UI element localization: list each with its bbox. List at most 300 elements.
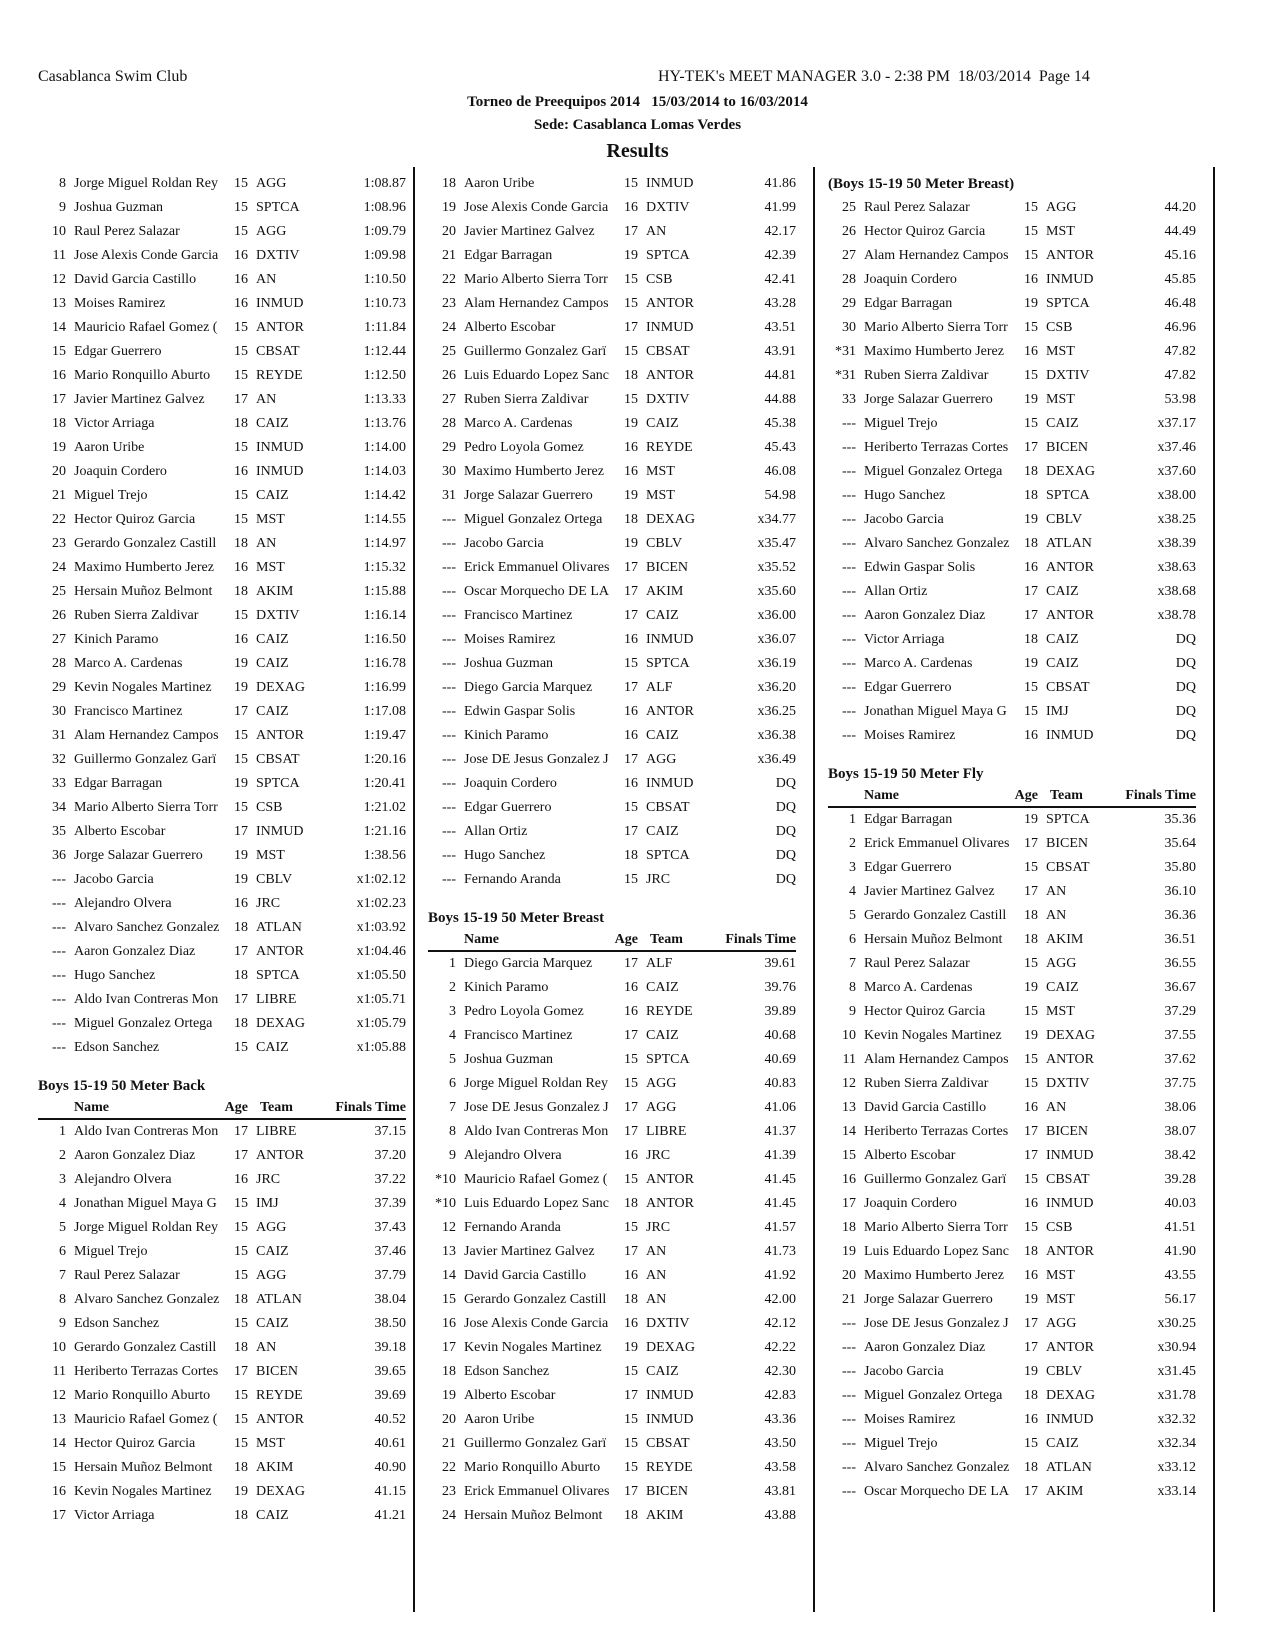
results-column-2 bbox=[428, 172, 796, 1528]
swimmer-name: Javier Martinez Galvez bbox=[464, 1244, 595, 1259]
age: 16 bbox=[624, 632, 638, 647]
age: 15 bbox=[234, 1196, 248, 1211]
result-row bbox=[38, 1192, 406, 1216]
column-header-name: Name bbox=[74, 1100, 109, 1115]
swimmer-name: Allan Ortiz bbox=[464, 824, 528, 839]
team: SPTCA bbox=[646, 848, 690, 863]
team: AN bbox=[1046, 1100, 1067, 1115]
team: CAIZ bbox=[256, 1508, 289, 1523]
column-header-row bbox=[828, 786, 1196, 808]
swimmer-name: Jonathan Miguel Maya G bbox=[74, 1196, 217, 1211]
finals-time: 37.39 bbox=[374, 1196, 406, 1211]
finals-time: 1:11.84 bbox=[364, 320, 406, 335]
finals-time: 36.36 bbox=[1164, 908, 1196, 923]
finals-time: x36.19 bbox=[757, 656, 796, 671]
swimmer-name: Erick Emmanuel Olivares bbox=[464, 560, 610, 575]
team: JRC bbox=[646, 872, 671, 887]
age: 16 bbox=[1024, 1196, 1038, 1211]
finals-time: 35.80 bbox=[1164, 860, 1196, 875]
team: CAIZ bbox=[1046, 1436, 1079, 1451]
result-row bbox=[38, 244, 406, 268]
swimmer-name: Mario Ronquillo Aburto bbox=[74, 368, 211, 383]
age: 19 bbox=[624, 536, 638, 551]
swimmer-name: Joaquin Cordero bbox=[864, 272, 957, 287]
finals-time: 43.50 bbox=[764, 1436, 796, 1451]
age: 18 bbox=[624, 512, 638, 527]
swimmer-name: Kinich Paramo bbox=[464, 980, 549, 995]
finals-time: x38.39 bbox=[1157, 536, 1196, 551]
age: 15 bbox=[1024, 956, 1038, 971]
team: AN bbox=[256, 272, 277, 287]
finals-time: 43.28 bbox=[764, 296, 796, 311]
finals-time: 38.07 bbox=[1164, 1124, 1196, 1139]
finals-time: 47.82 bbox=[1164, 368, 1196, 383]
team: ATLAN bbox=[256, 1292, 302, 1307]
team: DXTIV bbox=[646, 200, 690, 215]
swimmer-name: Jorge Salazar Guerrero bbox=[864, 1292, 993, 1307]
finals-time: 40.90 bbox=[374, 1460, 406, 1475]
age: 15 bbox=[234, 1436, 248, 1451]
result-row bbox=[828, 952, 1196, 976]
age: 15 bbox=[624, 344, 638, 359]
finals-time: 46.96 bbox=[1164, 320, 1196, 335]
swimmer-name: Edgar Barragan bbox=[864, 812, 953, 827]
team: INMUD bbox=[256, 296, 304, 311]
team: LIBRE bbox=[256, 992, 297, 1007]
team: INMUD bbox=[646, 776, 694, 791]
result-row bbox=[828, 268, 1196, 292]
result-row bbox=[828, 1408, 1196, 1432]
place: --- bbox=[442, 584, 456, 599]
team: ANTOR bbox=[256, 320, 304, 335]
age: 16 bbox=[1024, 728, 1038, 743]
place: 10 bbox=[842, 1028, 856, 1043]
result-row bbox=[428, 1456, 796, 1480]
finals-time: DQ bbox=[1175, 704, 1196, 719]
place: 4 bbox=[59, 1196, 66, 1211]
place: --- bbox=[842, 560, 856, 575]
place: 19 bbox=[52, 440, 66, 455]
age: 15 bbox=[624, 272, 638, 287]
age: 18 bbox=[234, 536, 248, 551]
age: 16 bbox=[624, 464, 638, 479]
place: 35 bbox=[52, 824, 66, 839]
place: 16 bbox=[842, 1172, 856, 1187]
age: 15 bbox=[234, 1412, 248, 1427]
place: 20 bbox=[442, 1412, 456, 1427]
age: 16 bbox=[234, 248, 248, 263]
result-row bbox=[828, 244, 1196, 268]
finals-time: 41.37 bbox=[764, 1124, 796, 1139]
swimmer-name: Moises Ramirez bbox=[464, 632, 556, 647]
swimmer-name: Francisco Martinez bbox=[74, 704, 183, 719]
results-column-3 bbox=[828, 172, 1196, 1504]
result-row bbox=[38, 1480, 406, 1504]
age: 19 bbox=[624, 488, 638, 503]
place: --- bbox=[442, 680, 456, 695]
team: BICEN bbox=[646, 1484, 688, 1499]
team: SPTCA bbox=[1046, 296, 1090, 311]
result-row bbox=[428, 1336, 796, 1360]
result-row bbox=[428, 292, 796, 316]
age: 19 bbox=[234, 1484, 248, 1499]
age: 15 bbox=[624, 1436, 638, 1451]
place: 9 bbox=[59, 200, 66, 215]
swimmer-name: Miguel Trejo bbox=[74, 1244, 148, 1259]
place: 30 bbox=[52, 704, 66, 719]
result-row bbox=[38, 1456, 406, 1480]
swimmer-name: Oscar Morquecho DE LA bbox=[864, 1484, 1010, 1499]
swimmer-name: Joaquin Cordero bbox=[464, 776, 557, 791]
team: AKIM bbox=[646, 1508, 684, 1523]
age: 19 bbox=[624, 416, 638, 431]
team: AGG bbox=[646, 752, 677, 767]
swimmer-name: Alejandro Olvera bbox=[74, 1172, 172, 1187]
swimmer-name: Hugo Sanchez bbox=[74, 968, 156, 983]
result-row bbox=[38, 940, 406, 964]
swimmer-name: Alejandro Olvera bbox=[464, 1148, 562, 1163]
result-row bbox=[428, 316, 796, 340]
place: 26 bbox=[442, 368, 456, 383]
result-row bbox=[428, 676, 796, 700]
result-row bbox=[428, 1432, 796, 1456]
finals-time: 37.46 bbox=[374, 1244, 406, 1259]
swimmer-name: Hugo Sanchez bbox=[464, 848, 546, 863]
place: 30 bbox=[442, 464, 456, 479]
result-row bbox=[38, 316, 406, 340]
swimmer-name: Kevin Nogales Martinez bbox=[464, 1340, 602, 1355]
finals-time: 44.81 bbox=[764, 368, 796, 383]
place: --- bbox=[842, 728, 856, 743]
finals-time: 39.89 bbox=[764, 1004, 796, 1019]
age: 17 bbox=[1024, 584, 1038, 599]
result-row bbox=[428, 1024, 796, 1048]
swimmer-name: Miguel Trejo bbox=[864, 416, 938, 431]
finals-time: x1:05.88 bbox=[356, 1040, 406, 1055]
result-row bbox=[828, 808, 1196, 832]
age: 15 bbox=[234, 1244, 248, 1259]
swimmer-name: Jose DE Jesus Gonzalez J bbox=[464, 1100, 609, 1115]
swimmer-name: Jacobo Garcia bbox=[74, 872, 154, 887]
age: 19 bbox=[234, 656, 248, 671]
event-title: Boys 15-19 50 Meter Breast bbox=[428, 910, 605, 926]
team: MST bbox=[1046, 1292, 1075, 1307]
place: --- bbox=[52, 896, 66, 911]
finals-time: 38.04 bbox=[374, 1292, 406, 1307]
result-row bbox=[428, 220, 796, 244]
place: 23 bbox=[442, 1484, 456, 1499]
place: --- bbox=[842, 488, 856, 503]
event-title: (Boys 15-19 50 Meter Breast) bbox=[828, 176, 1015, 192]
age: 15 bbox=[1024, 368, 1038, 383]
place: 13 bbox=[52, 296, 66, 311]
age: 17 bbox=[624, 1484, 638, 1499]
age: 15 bbox=[624, 872, 638, 887]
result-row bbox=[428, 1168, 796, 1192]
place: --- bbox=[52, 1040, 66, 1055]
team: INMUD bbox=[646, 632, 694, 647]
finals-time: 1:38.56 bbox=[363, 848, 406, 863]
age: 18 bbox=[234, 920, 248, 935]
finals-time: x34.77 bbox=[757, 512, 796, 527]
swimmer-name: Hersain Muñoz Belmont bbox=[864, 932, 1003, 947]
team: MST bbox=[646, 464, 675, 479]
finals-time: x30.25 bbox=[1157, 1316, 1196, 1331]
finals-time: 42.12 bbox=[764, 1316, 796, 1331]
finals-time: DQ bbox=[775, 824, 796, 839]
team: MST bbox=[1046, 1004, 1075, 1019]
age: 17 bbox=[624, 320, 638, 335]
result-row bbox=[828, 856, 1196, 880]
finals-time: 43.91 bbox=[764, 344, 796, 359]
team: AGG bbox=[1046, 1316, 1077, 1331]
age: 18 bbox=[234, 1016, 248, 1031]
swimmer-name: Alberto Escobar bbox=[74, 824, 166, 839]
age: 15 bbox=[624, 1052, 638, 1067]
result-row bbox=[428, 412, 796, 436]
swimmer-name: Victor Arriaga bbox=[74, 1508, 155, 1523]
swimmer-name: David Garcia Castillo bbox=[74, 272, 197, 287]
result-row bbox=[38, 700, 406, 724]
result-row bbox=[38, 676, 406, 700]
team: MST bbox=[1046, 344, 1075, 359]
age: 16 bbox=[234, 560, 248, 575]
finals-time: x36.25 bbox=[757, 704, 796, 719]
finals-time: 42.39 bbox=[764, 248, 796, 263]
place: 12 bbox=[52, 1388, 66, 1403]
swimmer-name: Guillermo Gonzalez Garï bbox=[864, 1172, 1007, 1187]
team: CAIZ bbox=[256, 416, 289, 431]
result-row bbox=[428, 364, 796, 388]
swimmer-name: Javier Martinez Galvez bbox=[74, 392, 205, 407]
finals-time: 1:13.33 bbox=[363, 392, 406, 407]
result-row bbox=[38, 1384, 406, 1408]
swimmer-name: Jose Alexis Conde Garcia bbox=[464, 1316, 609, 1331]
team: CBLV bbox=[256, 872, 293, 887]
swimmer-name: Javier Martinez Galvez bbox=[864, 884, 995, 899]
team: INMUD bbox=[1046, 1196, 1094, 1211]
team: CAIZ bbox=[1046, 656, 1079, 671]
place: 8 bbox=[449, 1124, 456, 1139]
place: 8 bbox=[849, 980, 856, 995]
result-row bbox=[828, 580, 1196, 604]
result-row bbox=[428, 1240, 796, 1264]
team: INMUD bbox=[646, 176, 694, 191]
team: CAIZ bbox=[256, 704, 289, 719]
team: AGG bbox=[1046, 956, 1077, 971]
result-row bbox=[38, 580, 406, 604]
result-row bbox=[428, 436, 796, 460]
team: REYDE bbox=[256, 1388, 303, 1403]
finals-time: x37.60 bbox=[1157, 464, 1196, 479]
swimmer-name: Edgar Barragan bbox=[464, 248, 553, 263]
place: 11 bbox=[52, 1364, 66, 1379]
place: 27 bbox=[842, 248, 856, 263]
team: SPTCA bbox=[1046, 488, 1090, 503]
finals-time: 37.75 bbox=[1164, 1076, 1196, 1091]
finals-time: x35.52 bbox=[757, 560, 796, 575]
finals-time: x36.38 bbox=[757, 728, 796, 743]
result-row bbox=[828, 1192, 1196, 1216]
age: 15 bbox=[624, 656, 638, 671]
result-row bbox=[38, 892, 406, 916]
team: AN bbox=[646, 1268, 667, 1283]
place: --- bbox=[442, 512, 456, 527]
team: MST bbox=[256, 848, 285, 863]
swimmer-name: Guillermo Gonzalez Garï bbox=[74, 752, 217, 767]
place: 10 bbox=[52, 1340, 66, 1355]
age: 17 bbox=[624, 1124, 638, 1139]
result-row bbox=[828, 220, 1196, 244]
place: --- bbox=[52, 968, 66, 983]
result-row bbox=[428, 340, 796, 364]
team: DEXAG bbox=[646, 1340, 695, 1355]
finals-time: x36.00 bbox=[757, 608, 796, 623]
result-row bbox=[38, 1036, 406, 1060]
age: 15 bbox=[1024, 1172, 1038, 1187]
result-row bbox=[428, 1072, 796, 1096]
age: 15 bbox=[1024, 320, 1038, 335]
team: DXTIV bbox=[1046, 368, 1090, 383]
result-row bbox=[828, 652, 1196, 676]
age: 18 bbox=[234, 968, 248, 983]
place: 34 bbox=[52, 800, 66, 815]
team: CSB bbox=[646, 272, 673, 287]
age: 17 bbox=[1024, 884, 1038, 899]
team: IMJ bbox=[1046, 704, 1069, 719]
age: 17 bbox=[624, 680, 638, 695]
result-row bbox=[38, 388, 406, 412]
place: 28 bbox=[842, 272, 856, 287]
result-row bbox=[38, 604, 406, 628]
swimmer-name: Oscar Morquecho DE LA bbox=[464, 584, 610, 599]
team: AKIM bbox=[256, 584, 294, 599]
place: 22 bbox=[52, 512, 66, 527]
place: 23 bbox=[52, 536, 66, 551]
result-row bbox=[428, 700, 796, 724]
place: 8 bbox=[59, 1292, 66, 1307]
swimmer-name: Jose Alexis Conde Garcia bbox=[74, 248, 219, 263]
age: 19 bbox=[624, 1340, 638, 1355]
place: --- bbox=[442, 704, 456, 719]
team: AN bbox=[646, 1244, 667, 1259]
finals-time: 42.22 bbox=[764, 1340, 796, 1355]
team: BICEN bbox=[1046, 836, 1088, 851]
result-row bbox=[38, 1144, 406, 1168]
place: 9 bbox=[849, 1004, 856, 1019]
finals-time: 43.81 bbox=[764, 1484, 796, 1499]
swimmer-name: Kevin Nogales Martinez bbox=[74, 1484, 212, 1499]
finals-time: DQ bbox=[1175, 680, 1196, 695]
swimmer-name: Aldo Ivan Contreras Mon bbox=[74, 992, 219, 1007]
swimmer-name: Hector Quiroz Garcia bbox=[74, 1436, 196, 1451]
finals-time: 45.16 bbox=[1164, 248, 1196, 263]
team: JRC bbox=[256, 896, 281, 911]
team: ANTOR bbox=[256, 728, 304, 743]
team: ANTOR bbox=[646, 296, 694, 311]
team: AGG bbox=[256, 176, 287, 191]
team: CAIZ bbox=[646, 824, 679, 839]
team: INMUD bbox=[1046, 272, 1094, 287]
place: 7 bbox=[849, 956, 856, 971]
swimmer-name: Luis Eduardo Lopez Sanc bbox=[464, 368, 610, 383]
team: ANTOR bbox=[646, 368, 694, 383]
place: 26 bbox=[842, 224, 856, 239]
result-row bbox=[38, 1120, 406, 1144]
place: 29 bbox=[842, 296, 856, 311]
age: 17 bbox=[624, 1388, 638, 1403]
result-row bbox=[828, 316, 1196, 340]
finals-time: x33.14 bbox=[1157, 1484, 1196, 1499]
swimmer-name: Alberto Escobar bbox=[864, 1148, 956, 1163]
age: 16 bbox=[1024, 560, 1038, 575]
age: 18 bbox=[624, 1292, 638, 1307]
age: 17 bbox=[1024, 608, 1038, 623]
finals-time: 45.38 bbox=[764, 416, 796, 431]
age: 18 bbox=[1024, 1460, 1038, 1475]
result-row bbox=[828, 196, 1196, 220]
place: 17 bbox=[52, 392, 66, 407]
place: 6 bbox=[59, 1244, 66, 1259]
age: 15 bbox=[624, 1364, 638, 1379]
result-row bbox=[428, 604, 796, 628]
swimmer-name: Raul Perez Salazar bbox=[74, 224, 180, 239]
age: 17 bbox=[234, 704, 248, 719]
finals-time: 41.45 bbox=[764, 1196, 796, 1211]
place: --- bbox=[842, 464, 856, 479]
column-header-row bbox=[38, 1098, 406, 1120]
finals-time: 42.30 bbox=[764, 1364, 796, 1379]
finals-time: x38.68 bbox=[1157, 584, 1196, 599]
team: ALF bbox=[646, 680, 673, 695]
result-row bbox=[38, 1504, 406, 1528]
swimmer-name: Mario Alberto Sierra Torr bbox=[464, 272, 608, 287]
result-row bbox=[828, 1384, 1196, 1408]
age: 17 bbox=[624, 224, 638, 239]
finals-time: 1:20.16 bbox=[363, 752, 406, 767]
place: --- bbox=[442, 536, 456, 551]
result-row bbox=[828, 532, 1196, 556]
swimmer-name: Hector Quiroz Garcia bbox=[74, 512, 196, 527]
result-row bbox=[38, 748, 406, 772]
age: 16 bbox=[624, 980, 638, 995]
column-header-age: Age bbox=[224, 1100, 248, 1115]
place: 2 bbox=[449, 980, 456, 995]
place: 28 bbox=[52, 656, 66, 671]
swimmer-name: Marco A. Cardenas bbox=[864, 656, 973, 671]
place: 13 bbox=[52, 1412, 66, 1427]
result-row bbox=[428, 244, 796, 268]
age: 15 bbox=[624, 176, 638, 191]
result-row bbox=[828, 904, 1196, 928]
result-row bbox=[38, 844, 406, 868]
finals-time: 1:16.50 bbox=[363, 632, 406, 647]
team: AKIM bbox=[646, 584, 684, 599]
place: 19 bbox=[842, 1244, 856, 1259]
age: 16 bbox=[624, 1004, 638, 1019]
place: --- bbox=[442, 632, 456, 647]
result-row bbox=[38, 556, 406, 580]
result-row bbox=[38, 964, 406, 988]
swimmer-name: Kinich Paramo bbox=[464, 728, 549, 743]
finals-time: 1:16.14 bbox=[363, 608, 406, 623]
team: ANTOR bbox=[646, 1172, 694, 1187]
swimmer-name: Edgar Barragan bbox=[864, 296, 953, 311]
place: 14 bbox=[442, 1268, 456, 1283]
place: 22 bbox=[442, 272, 456, 287]
team: AKIM bbox=[256, 1460, 294, 1475]
result-row bbox=[428, 460, 796, 484]
